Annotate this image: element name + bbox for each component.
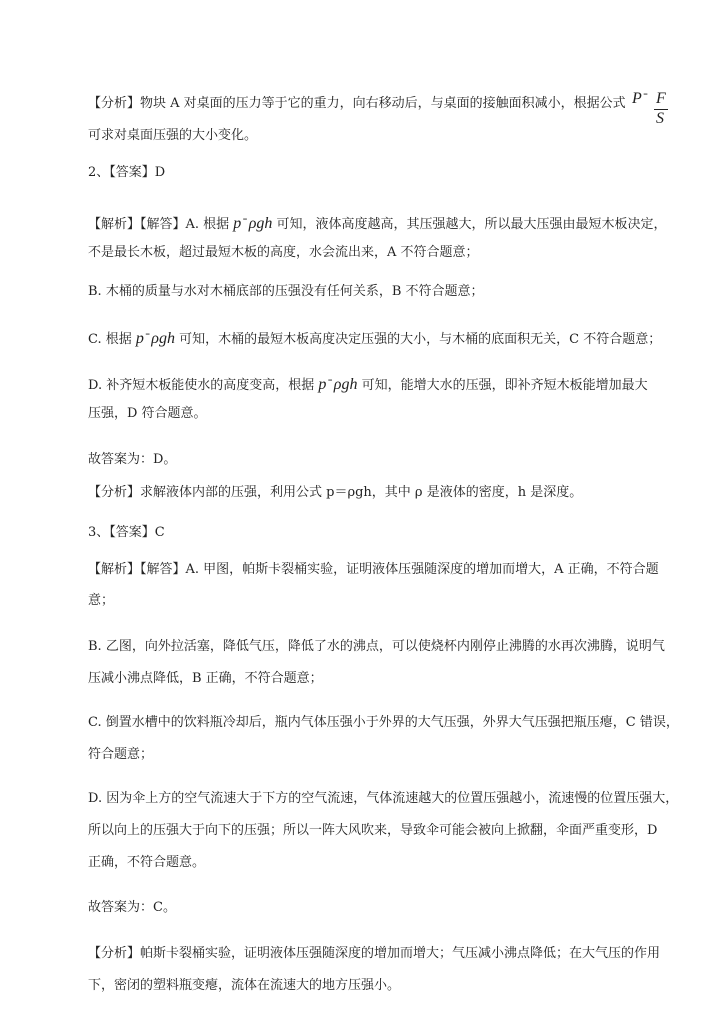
text-line: 【分析】求解液体内部的压强，利用公式 p＝ρgh，其中 ρ 是液体的密度，h 是深度。: [88, 485, 583, 500]
formula-denominator: S: [656, 110, 664, 127]
formula-pgh: p=ρgh: [135, 330, 175, 347]
text: 可知，能增大水的压强，即补齐短木板能增加最大: [357, 378, 648, 393]
text-line: 所以向上的压强大于向下的压强；所以一阵大风吹来，导致伞可能会被向上掀翻，伞面严重变形，D: [88, 823, 658, 838]
formula-pressure-fs: [632, 90, 666, 127]
text: 可知，木桶的最短木板高度决定压强的大小，与木桶的底面积无关，C 不符合题意；: [174, 332, 662, 347]
text: 可知，液体高度越高，其压强越大，所以最大压强由最短木板决定，: [272, 217, 667, 232]
formula-numerator: F: [656, 90, 666, 107]
formula-pgh: p=ρgh: [318, 376, 358, 393]
text-line: D. 因为伞上方的空气流速大于下方的空气流速，气体流速越大的位置压强越小，流速慢的位置压强大，: [88, 791, 679, 806]
text-line: 下，密闭的塑料瓶变瘪，流体在流速大的地方压强小。: [88, 978, 401, 993]
text-line: C. 倒置水槽中的饮料瓶冷却后，瓶内气体压强小于外界的大气压强，外界大气压强把瓶压瘪，C 错误，: [88, 715, 679, 730]
answer-heading: 2、【答案】D: [88, 165, 166, 180]
text-line: 【解析】【解答】A. 甲图，帕斯卡裂桶实验，证明液体压强随深度的增加而增大，A 正确，不符合题: [88, 562, 659, 577]
text-line: 压强，D 符合题意。: [88, 406, 207, 421]
text-line: 意；: [88, 593, 115, 608]
text: C. 根据: [88, 332, 136, 347]
text-line: 【分析】帕斯卡裂桶实验，证明液体压强随深度的增加而增大；气压减小沸点降低；在大气压的作用: [88, 946, 661, 961]
text-line: 故答案为：C。: [88, 900, 176, 915]
text-line: 可求对桌面压强的大小变化。: [88, 128, 258, 143]
text: D. 补齐短木板能使水的高度变高，根据: [88, 378, 319, 393]
text-line: 故答案为：D。: [88, 452, 177, 467]
text-line: [88, 212, 667, 233]
text-line: 正确，不符合题意。: [88, 855, 206, 870]
text: 【解析】【解答】A. 根据: [88, 217, 234, 232]
formula-equals: =: [642, 90, 649, 99]
text-line: B. 木桶的质量与水对木桶底部的压强没有任何关系，B 不符合题意；: [88, 284, 484, 299]
text-line: [88, 327, 661, 348]
text-line: 压减小沸点降低，B 正确，不符合题意；: [88, 671, 323, 686]
text-line: 符合题意；: [88, 747, 154, 762]
text-line: 不是最长木板，超过最短木板的高度，水会流出来，A 不符合题意；: [88, 245, 479, 260]
text-line: [88, 373, 648, 394]
formula-pgh: p=ρgh: [233, 215, 273, 232]
formula-symbol: P: [632, 90, 642, 107]
text-line: 【分析】物块 A 对桌面的压力等于它的重力，向右移动后，与桌面的接触面积减小，根据公式: [88, 96, 626, 111]
answer-heading: 3、【答案】C: [88, 525, 165, 540]
text-line: B. 乙图，向外拉活塞，降低气压，降低了水的沸点，可以使烧杯内刚停止沸腾的水再次沸腾，说明气: [88, 639, 665, 654]
